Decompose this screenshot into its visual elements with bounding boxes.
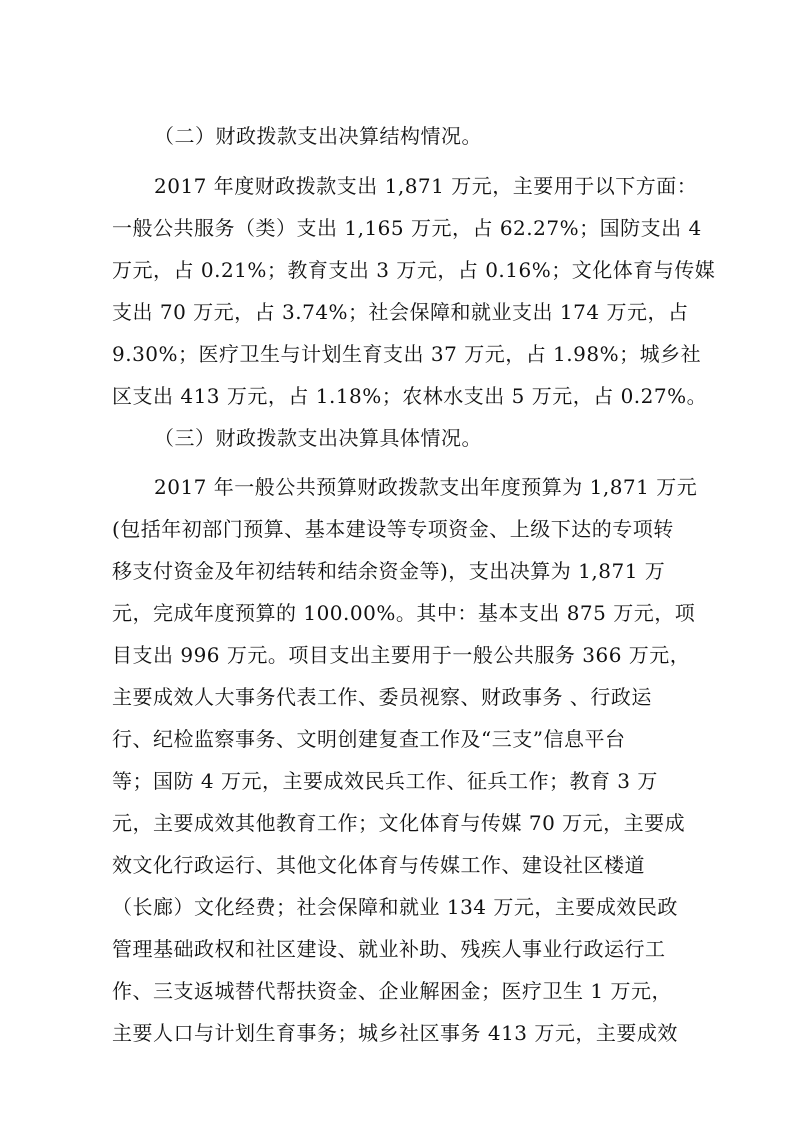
paragraph-line: 主要成效人大事务代表工作、委员视察、财政事务 、行政运 <box>112 685 652 709</box>
paragraph-line: 目支出 996 万元。项目支出主要用于一般公共服务 366 万元， <box>112 643 691 667</box>
paragraph-line: 2017 年度财政拨款支出 1,871 万元，主要用于以下方面： <box>154 174 698 198</box>
paragraph-line: 元，主要成效其他教育工作；文化体育与传媒 70 万元，主要成 <box>112 811 686 835</box>
paragraph-line: 移支付资金及年初结转和结余资金等)，支出决算为 1,871 万 <box>112 559 666 583</box>
paragraph-line: 元，完成年度预算的 100.00%。其中：基本支出 875 万元，项 <box>112 601 696 625</box>
paragraph-line: 支出 70 万元，占 3.74%；社会保障和就业支出 174 万元，占 <box>112 300 689 324</box>
section-heading-two: （二）财政拨款支出决算结构情况。 <box>154 124 482 148</box>
paragraph-line: 行、纪检监察事务、文明创建复查工作及“三支”信息平台 <box>112 727 626 751</box>
paragraph-line: 效文化行政运行、其他文化体育与传媒工作、建设社区楼道 <box>112 853 645 877</box>
paragraph-line: （长廊）文化经费；社会保障和就业 134 万元，主要成效民政 <box>112 895 678 919</box>
paragraph-line: 2017 年一般公共预算财政拨款支出年度预算为 1,871 万元 <box>154 475 698 499</box>
paragraph-line: 主要人口与计划生育事务；城乡社区事务 413 万元，主要成效 <box>112 1021 678 1045</box>
section-heading-three: （三）财政拨款支出决算具体情况。 <box>154 426 482 450</box>
paragraph-line: 作、三支返城替代帮扶资金、企业解困金；医疗卫生 1 万元， <box>112 979 672 1003</box>
paragraph-line: 区支出 413 万元，占 1.18%；农林水支出 5 万元，占 0.27%。 <box>112 384 708 408</box>
paragraph-line: 管理基础政权和社区建设、就业补助、残疾人事业行政运行工 <box>112 937 666 961</box>
paragraph-line: 等；国防 4 万元，主要成效民兵工作、征兵工作；教育 3 万 <box>112 769 658 793</box>
paragraph-line: 9.30%；医疗卫生与计划生育支出 37 万元，占 1.98%；城乡社 <box>112 342 702 366</box>
paragraph-line: 一般公共服务（类）支出 1,165 万元，占 62.27%；国防支出 4 <box>112 216 702 240</box>
paragraph-line: (包括年初部门预算、基本建设等专项资金、上级下达的专项转 <box>112 517 674 541</box>
paragraph-line: 万元，占 0.21%；教育支出 3 万元，占 0.16%；文化体育与传媒 <box>112 258 716 282</box>
